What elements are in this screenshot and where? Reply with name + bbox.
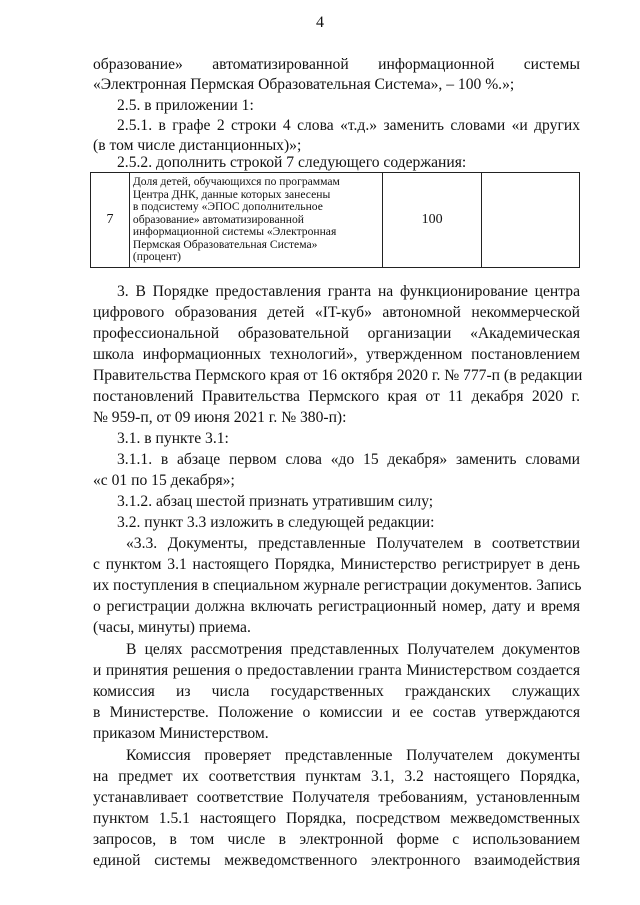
text-line: «3.3. Документы, представленные Получателем в соответствии [126, 535, 580, 552]
text-line: приказом Министерством. [93, 725, 269, 742]
text-line: постановлений Правительства Пермского края от 11 декабря 2020 г. [93, 388, 580, 405]
empty-cell [482, 173, 580, 268]
description-line: Пермская Образовательная Система» [132, 237, 318, 251]
description-line: образование» автоматизированной [132, 212, 305, 226]
text-line: в Министерстве. Положение о комиссии и ее состав утверждаются [93, 704, 580, 721]
text-line: их поступления в специальном журнале регистрации документов. Запись [93, 577, 582, 594]
appendix-table-row-7 [90, 172, 580, 268]
text-line: 2.5. в приложении 1: [117, 97, 254, 114]
text-line: цифрового образования детей «IT-куб» автономной некоммерческой [93, 304, 580, 321]
text-line: устанавливает соответствие Получателя требованиям, установленным [93, 789, 580, 806]
text-line: Комиссия проверяет представленные Получателем документы [126, 747, 580, 764]
text-line: школа информационных технологий», утвержденном постановлением [93, 346, 580, 363]
text-line: «Электронная Пермская Образовательная Система», – 100 %.»; [93, 76, 515, 93]
text-line: 2.5.2. дополнить строкой 7 следующего содержания: [117, 154, 467, 171]
table-row [91, 173, 580, 268]
text-line: Правительства Пермского края от 16 октября 2020 г. № 777-п (в редакции [93, 367, 583, 384]
text-line: (в том числе дистанционных)»; [93, 137, 302, 154]
text-line: 3.2. пункт 3.3 изложить в следующей редакции: [117, 514, 435, 531]
text-line: о регистрации должна включать регистрационный номер, дату и время [93, 598, 580, 615]
text-line: пунктом 1.5.1 настоящего Порядка, посредством межведомственных [93, 810, 580, 827]
text-line: комиссия из числа государственных гражданских служащих [93, 683, 580, 700]
text-line: на предмет их соответствия пунктам 3.1, 3.2 настоящего Порядка, [93, 768, 580, 785]
text-line: единой системы межведомственного электронного взаимодействия [93, 852, 580, 869]
text-line: 3.1. в пункте 3.1: [117, 430, 229, 447]
text-line: «с 01 по 15 декабря»; [93, 472, 235, 489]
text-line: 3.1.2. абзац шестой признать утратившим силу; [117, 493, 434, 510]
description-line: (процент) [132, 250, 182, 264]
text-line: профессиональной образовательной организации «Академическая [93, 325, 580, 342]
text-line: 3. В Порядке предоставления гранта на функционирование центра [117, 283, 580, 300]
indicator-description-cell [129, 173, 382, 268]
page-number: 4 [316, 14, 324, 31]
description-line: информационной системы «Электронная [132, 225, 337, 239]
text-line: 2.5.1. в графе 2 строки 4 слова «т.д.» заменить словами «и других [117, 117, 580, 134]
description-line: Доля детей, обучающихся по программам [132, 174, 340, 188]
text-line: № 959-п, от 09 июня 2021 г. № 380-п): [93, 409, 347, 426]
text-line: В целях рассмотрения представленных Получателем документов [126, 641, 580, 658]
text-line: 3.1.1. в абзаце первом слова «до 15 декабря» заменить словами [117, 451, 580, 468]
text-line: и принятия решения о предоставлении гранта Министерством создается [93, 662, 580, 679]
text-line: запросов, в том числе в электронной форме с использованием [93, 831, 580, 848]
text-line: с пунктом 3.1 настоящего Порядка, Министерство регистрирует в день [93, 556, 580, 573]
description-line: Центра ДНК, данные которых занесены [132, 187, 331, 201]
description-line: в подсистему «ЭПОС дополнительное [132, 200, 323, 214]
text-line: образование» автоматизированной информационной системы [93, 56, 580, 73]
row-number-cell: 7 [91, 173, 130, 268]
value-cell: 100 [383, 173, 482, 268]
text-line: (часы, минуты) приема. [93, 619, 251, 636]
